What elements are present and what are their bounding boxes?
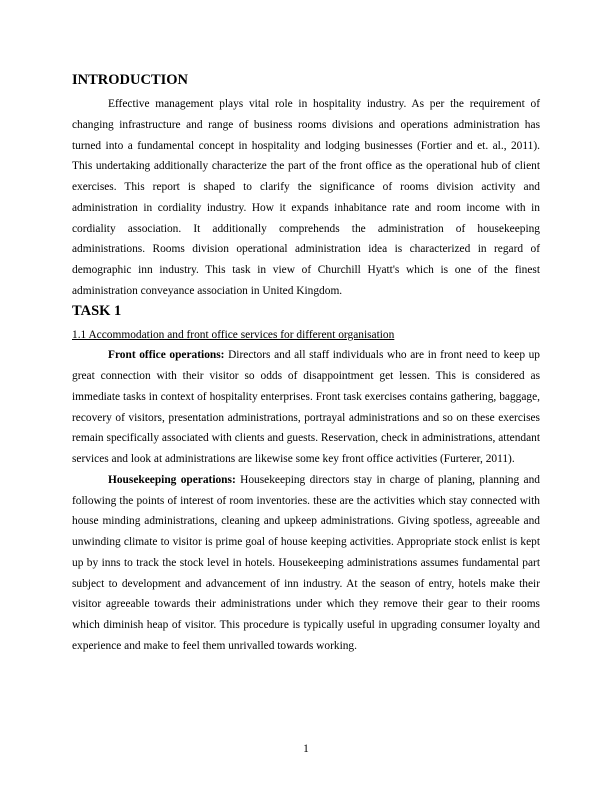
housekeeping-text: Housekeeping directors stay in charge of planing, planning and following the points of interest of room inventories. these are the activities which stay connected with house minding administrations, cleaning and upkeep administrations. Giving spotless, agreeable and unwinding climate to visitor is prime goal of house keeping activities. Appropriate stock enlist is kept up by inns to track the stock level in hotels. Housekeeping administrations assumes fundamental part subject to development and advancement of inn industry. At the season of entry, hotels make their visitor agreeable towards their administrations under which they remove their gear to their rooms which diminish heap of visitor. This procedure is typically useful in upgrading consumer loyalty and experience and make to feel them unrivalled towards working. <box>72 473 540 652</box>
page-number: 1 <box>303 743 309 755</box>
task1-subheading: 1.1 Accommodation and front office services for different organisation <box>72 328 395 341</box>
document-page <box>72 71 540 657</box>
task1-heading: TASK 1 <box>72 302 122 319</box>
housekeeping-paragraph <box>72 470 540 657</box>
front-office-lead: Front office operations: <box>108 349 225 362</box>
introduction-heading: INTRODUCTION <box>72 72 189 88</box>
housekeeping-lead: Housekeeping operations: <box>108 473 236 486</box>
front-office-paragraph <box>72 345 540 470</box>
front-office-text: Directors and all staff individuals who are in front need to keep up great connection with their visitor so odds of disappointment get lessen. This is considered as immediate tasks in context of hospitality enterprises. Front task exercises contains gathering, baggage, recovery of visitors, presentation administrations, portrayal administrations and so on these exercises remain specifically associated with clients and guests. Reservation, check in administrations, attendant services and look at administrations are likewise some key front office activities (Furterer, 2011). <box>72 349 541 465</box>
introduction-paragraph: Effective management plays vital role in hospitality industry. As per the requirement of changing infrastructure and range of business rooms divisions and operations administration has turned into a fundamental concept in hospitality and lodging businesses (Fortier and et. al., 2011). This undertaking additionally characterize the part of the front office as the operational hub of client exercises. This report is shaped to clarify the significance of rooms division activity and administration in cordiality industry. How it expands inhabitance rate and room income with in cordiality association. It additionally comprehends the administration of housekeeping administrations. Rooms division operational administration idea is characterized in regard of demographic inn industry. This task in view of Churchill Hyatt's which is one of the finest administration conveyance association in United Kingdom. <box>72 98 540 297</box>
